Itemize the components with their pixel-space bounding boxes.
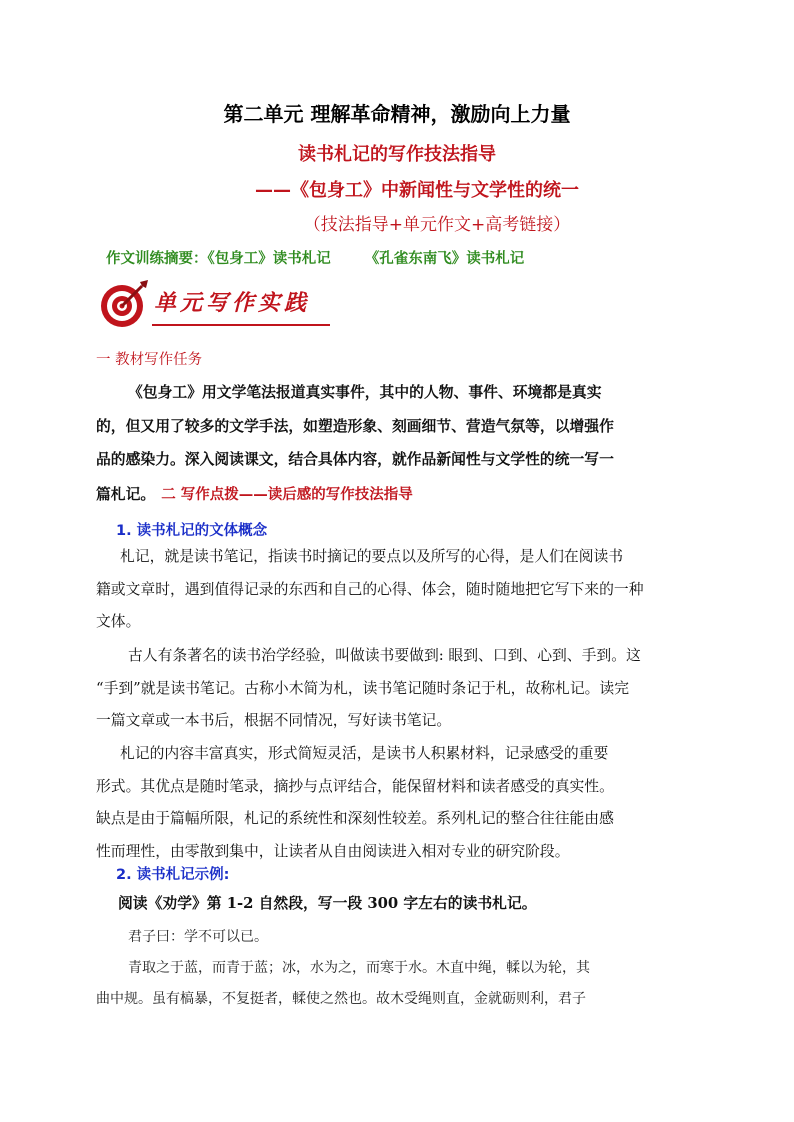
task-line-1: 《包身工》用文学笔法报道真实事件，其中的人物、事件、环境都是真实 [128, 384, 602, 401]
unit-writing-banner [96, 278, 356, 330]
task-line-4 [96, 485, 413, 505]
quote-line-3: 曲中规。虽有槁暴，不复挺者，輮使之然也。故木受绳则直，金就砺则利，君子 [96, 991, 586, 1007]
banner-underline [152, 324, 330, 326]
summary-item-1: 作文训练摘要：《包身工》读书札记 [106, 251, 331, 267]
section-heading-guidance: 二 写作点拨——读后感的写作技法指导 [161, 487, 413, 503]
concept-p1-line1: 札记，就是读书笔记，指读书时摘记的要点以及所写的心得，是人们在阅读书 [120, 548, 624, 565]
subtitle-topic: ——《包身工》中新闻性与文学性的统一 [255, 180, 579, 201]
concept-p3-line2: 形式。其优点是随时笔录，摘抄与点评结合，能保留材料和读者感受的真实性。 [96, 778, 614, 795]
example-task: 阅读《劝学》第 1-2 自然段，写一段 300 字左右的读书札记。 [118, 895, 537, 912]
concept-p2-line3: 一篇文章或一本书后，根据不同情况，写好读书笔记。 [96, 712, 452, 729]
task-line-3: 品的感染力。深入阅读课文，结合具体内容，就作品新闻性与文学性的统一写一 [96, 451, 614, 468]
task-line-4-text: 篇札记。 [96, 486, 156, 503]
example-heading: 2. 读书札记示例: [116, 867, 230, 883]
subtitle-scope: （技法指导+单元作文+高考链接） [303, 215, 571, 235]
concept-p1-line3: 文体。 [96, 613, 141, 630]
concept-p2-line1: 古人有条著名的读书治学经验，叫做读书要做到: 眼到、口到、心到、手到。这 [128, 647, 641, 664]
training-summary [106, 247, 524, 268]
concept-p3-line1: 札记的内容丰富真实，形式简短灵活，是读书人积累材料，记录感受的重要 [120, 745, 609, 762]
summary-item-2: 《孔雀东南飞》读书札记 [364, 251, 525, 267]
task-line-2: 的，但又用了较多的文学手法，如塑造形象、刻画细节、营造气氛等，以增强作 [96, 418, 614, 435]
concept-p3-line3: 缺点是由于篇幅所限，札记的系统性和深刻性较差。系列札记的整合往往能由感 [96, 810, 614, 827]
concept-p1-line2: 籍或文章时，遇到值得记录的东西和自己的心得、体会，随时随地把它写下来的一种 [96, 581, 644, 598]
quote-line-1: 君子曰：学不可以已。 [128, 929, 268, 945]
concept-p3-line4: 性而理性，由零散到集中，让读者从自由阅读进入相对专业的研究阶段。 [96, 843, 570, 860]
concept-heading: 1. 读书札记的文体概念 [116, 523, 268, 539]
target-icon [96, 278, 152, 330]
quote-line-2: 青取之于蓝，而青于蓝；冰，水为之，而寒于水。木直中绳，輮以为轮，其 [128, 960, 590, 976]
section-heading-task: 一 教材写作任务 [96, 352, 203, 368]
banner-title: 单元写作实践 [154, 290, 311, 316]
subtitle-main: 读书札记的写作技法指导 [298, 144, 496, 165]
page-title: 第二单元 理解革命精神，激励向上力量 [223, 102, 571, 126]
concept-p2-line2: “手到”就是读书笔记。古称小木简为札，读书笔记随时条记于札，故称札记。读完 [96, 680, 630, 697]
